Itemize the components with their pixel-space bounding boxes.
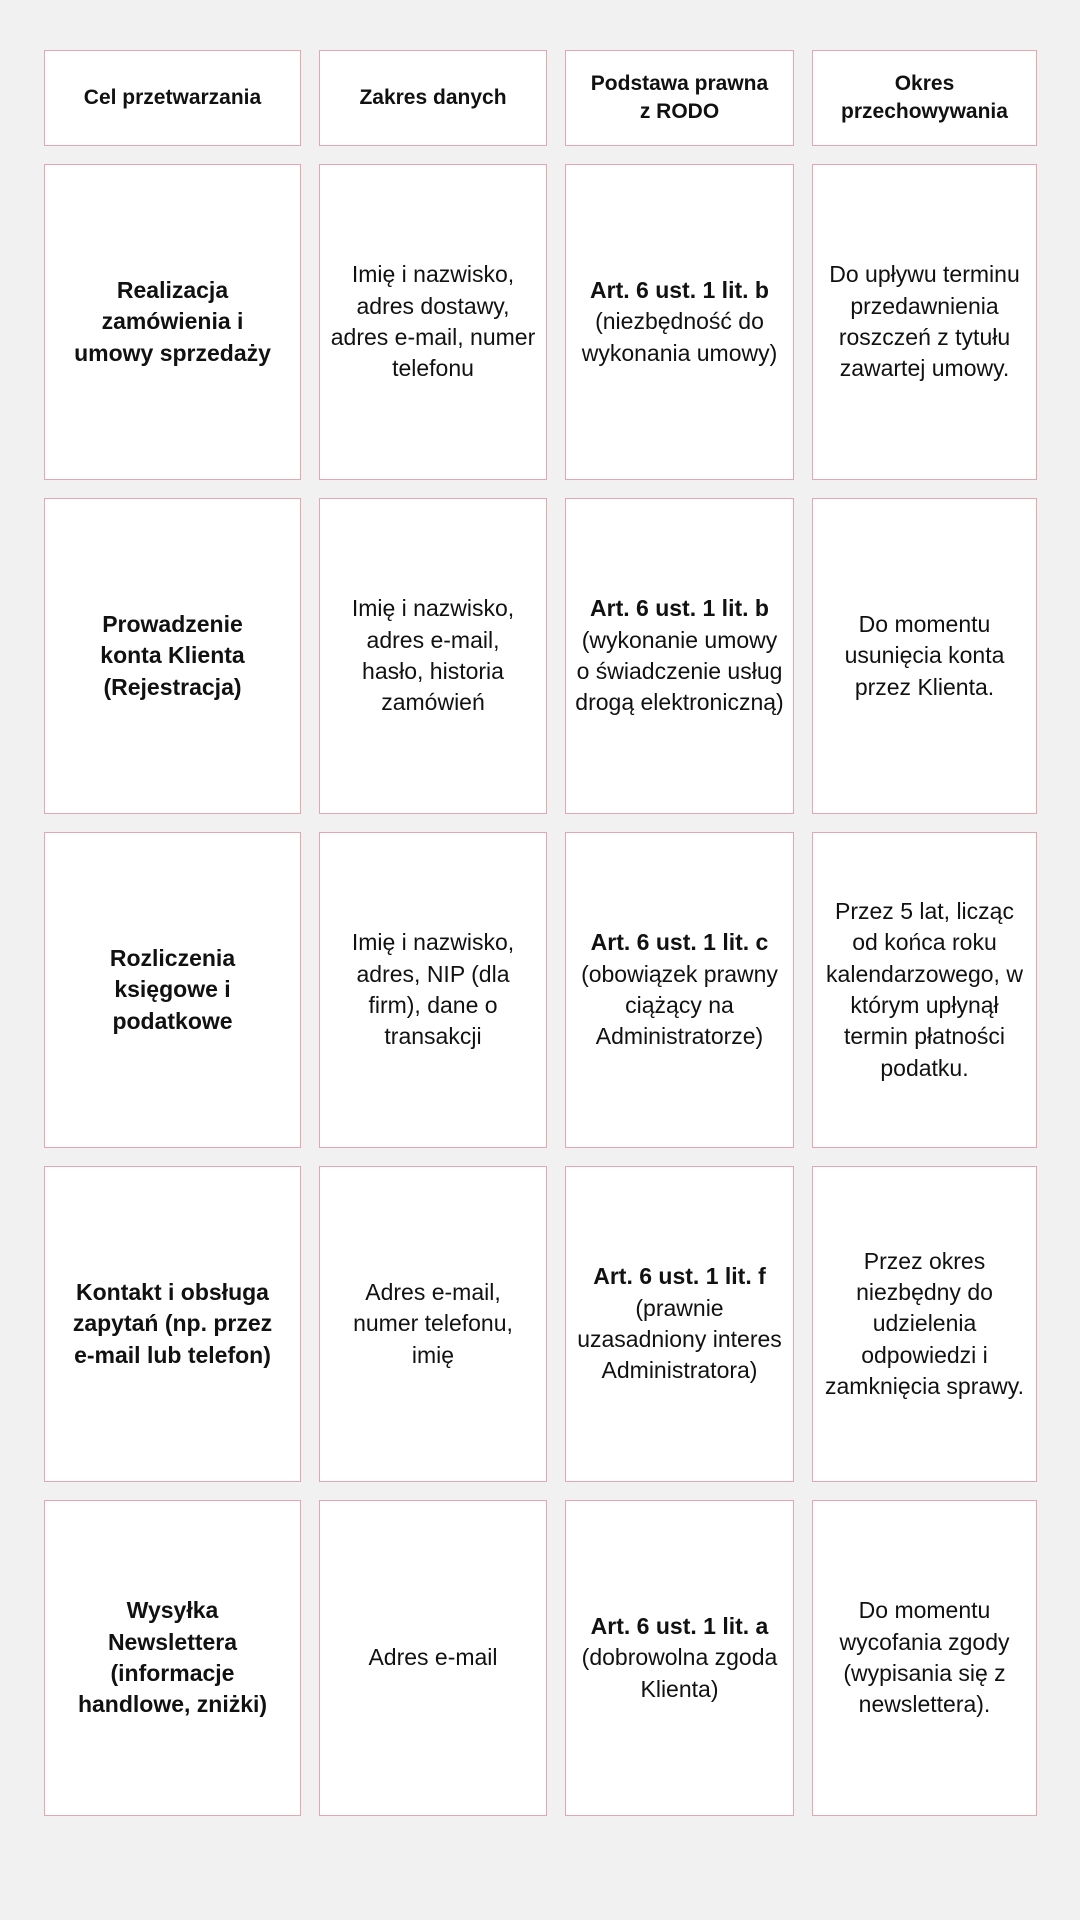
retention-text: Do upływu terminu przedawnienia roszczeń z tytułu zawartej umowy. [829,261,1020,382]
header-retention-label: Okres przechowywania [841,71,1008,123]
legal-basis-note: (prawnie uzasadniony interes Administratora) [577,1294,782,1384]
header-purpose-label: Cel przetwarzania [83,85,262,109]
header-data-scope [319,50,547,146]
retention-text: Do momentu usunięcia konta przez Klienta. [844,611,1005,700]
header-legal-basis [565,50,794,146]
data-scope-cell [319,498,547,814]
table-row [44,498,1037,814]
legal-basis-article: Art. 6 ust. 1 lit. f [593,1263,766,1290]
data-scope-cell [319,164,547,480]
data-scope-cell [319,1500,547,1816]
purpose-text: Kontakt i obsługa zapytań (np. przez e-mail lub telefon) [72,1279,273,1368]
table-row [44,1166,1037,1482]
data-scope-cell [319,832,547,1148]
legal-basis-cell [565,498,794,814]
header-data-scope-label: Zakres danych [359,85,507,109]
legal-basis-note: (niezbędność do wykonania umowy) [581,308,778,366]
legal-basis-note: (obowiązek prawny ciążący na Administratorze) [581,960,778,1050]
retention-cell [812,164,1037,480]
table-header-row [44,50,1037,146]
legal-basis-note: (wykonanie umowy o świadczenie usług drogą elektroniczną) [575,626,784,716]
header-retention [812,50,1037,146]
legal-basis-text [580,1611,780,1705]
table-row [44,832,1037,1148]
legal-basis-cell [565,832,794,1148]
legal-basis-article: Art. 6 ust. 1 lit. a [590,1613,769,1640]
legal-basis-text [580,927,780,1052]
data-scope-text: Imię i nazwisko, adres dostawy, adres e-mail, numer telefonu [330,261,536,382]
data-processing-table [44,50,1037,1834]
purpose-text: Rozliczenia księgowe i podatkowe [109,945,236,1034]
legal-basis-note: (dobrowolna zgoda Klienta) [581,1644,778,1702]
data-scope-text: Adres e-mail [368,1644,498,1671]
retention-cell [812,832,1037,1148]
header-purpose [44,50,301,146]
legal-basis-cell [565,1166,794,1482]
header-legal-basis-label: Podstawa prawna z RODO [590,71,769,123]
legal-basis-cell [565,1500,794,1816]
legal-basis-text [574,593,785,718]
purpose-cell [44,164,301,480]
purpose-text: Prowadzenie konta Klienta (Rejestracja) [100,611,245,700]
purpose-text: Wysyłka Newslettera (informacje handlowe, zniżki) [77,1597,268,1718]
data-scope-text: Adres e-mail, numer telefonu, imię [353,1279,513,1368]
legal-basis-article: Art. 6 ust. 1 lit. b [590,595,769,622]
data-scope-cell [319,1166,547,1482]
retention-text: Do momentu wycofania zgody (wypisania się z newslettera). [839,1597,1010,1718]
data-scope-text: Imię i nazwisko, adres, NIP (dla firm), dane o transakcji [351,929,515,1050]
table-row [44,1500,1037,1816]
data-scope-text: Imię i nazwisko, adres e-mail, hasło, historia zamówień [351,595,515,716]
legal-basis-article: Art. 6 ust. 1 lit. b [590,277,769,304]
purpose-cell [44,832,301,1148]
retention-cell [812,498,1037,814]
retention-text: Przez okres niezbędny do udzielenia odpowiedzi i zamknięcia sprawy. [825,1247,1024,1399]
retention-text: Przez 5 lat, licząc od końca roku kalendarzowego, w którym upłynął termin płatności podatku. [826,898,1023,1081]
retention-cell [812,1500,1037,1816]
purpose-text: Realizacja zamówienia i umowy sprzedaży [74,277,271,366]
legal-basis-article: Art. 6 ust. 1 lit. c [590,929,769,956]
table-row [44,164,1037,480]
purpose-cell [44,1500,301,1816]
legal-basis-cell [565,164,794,480]
purpose-cell [44,1166,301,1482]
legal-basis-text [577,275,782,369]
retention-cell [812,1166,1037,1482]
legal-basis-text [577,1261,782,1386]
purpose-cell [44,498,301,814]
